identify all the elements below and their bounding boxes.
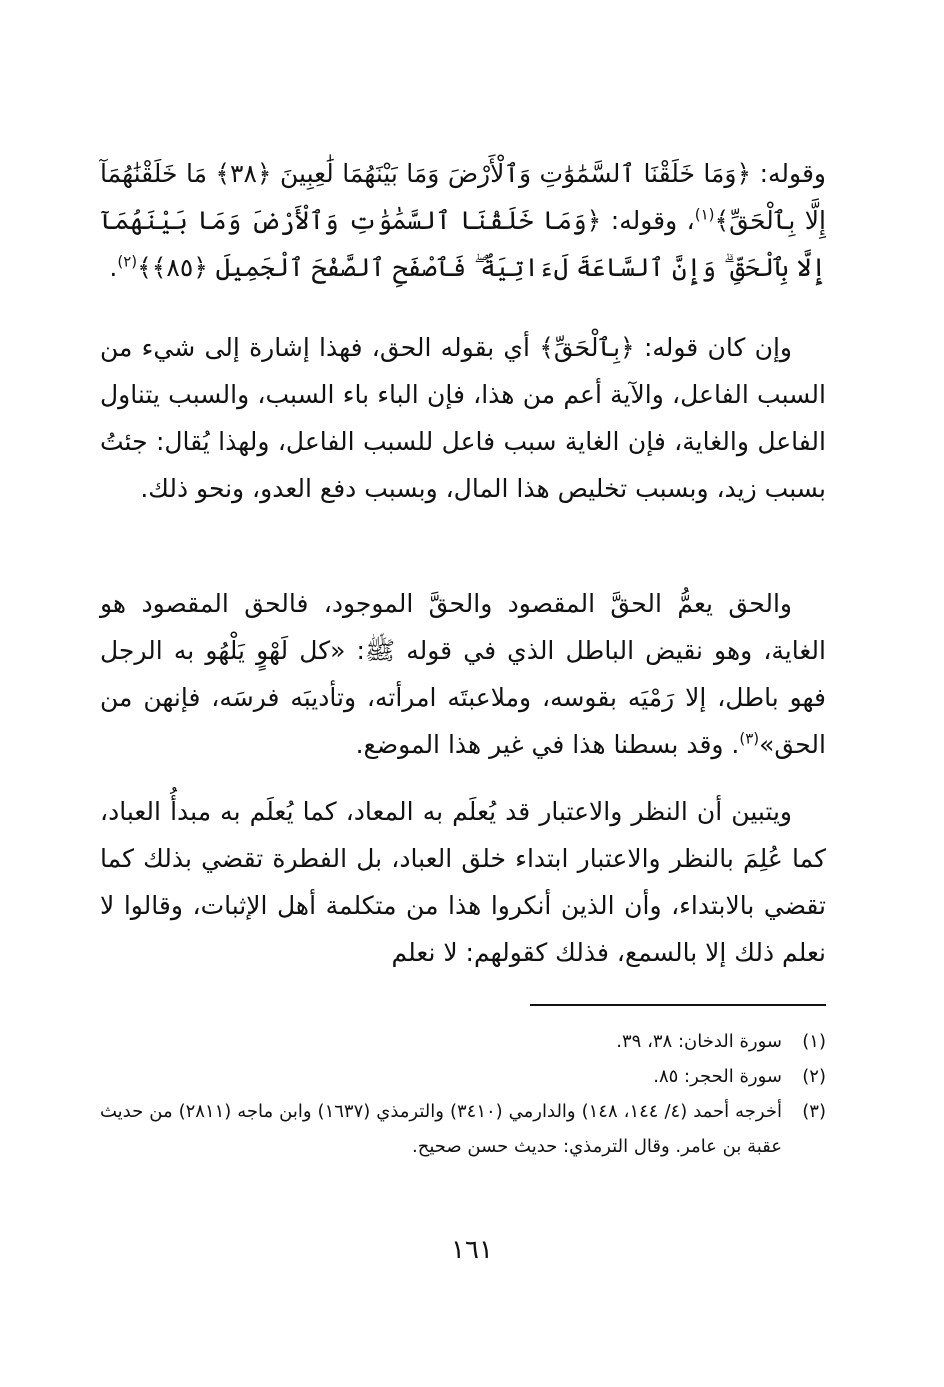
footnotes bbox=[100, 1024, 826, 1164]
footnote-text: سورة الحجر: ٨٥. bbox=[653, 1066, 782, 1087]
footnote-ref-2: (٢) bbox=[117, 252, 138, 271]
paragraph-1 bbox=[100, 150, 826, 291]
paragraph-2-text: أي بقوله الحق، فهذا إشارة إلى شيء من السبب الفاعل، والآية أعم من هذا، فإن الباء باء السبب، والسبب يتناول الفاعل والغاية، فإن الغاية سبب فاعل للسبب الفاعل، ولهذا يُقال: جئتُ بسبب زيد، وبسبب تخليص هذا المال، وبسبب دفع العدو، ونحو ذلك. bbox=[100, 333, 826, 503]
footnote-text: سورة الدخان: ٣٨، ٣٩. bbox=[616, 1031, 782, 1052]
paragraph-3-text: والحق يعمُّ الحقَّ المقصود والحقَّ الموجود، فالحق المقصود هو الغاية، وهو نقيض الباطل الذي في قوله ﷺ: «كل لَهْوٍ يَلْهُو به الرجل فهو باطل، إلا رَمْيَه بقوسه، وملاعبتَه امرأته، وتأديبَه فرسَه، فإنهن من الحق» bbox=[100, 589, 826, 759]
paragraph-3-text: . وقد بسطنا هذا في غير هذا الموضع. bbox=[355, 730, 740, 759]
quran-verse-dukhan: ﴿وَمَا خَلَقْنَا ٱلسَّمَٰوَٰتِ وَٱلْأَرْضَ وَمَا بَيْنَهُمَا لَٰعِبِينَ ﴿٣٨﴾ مَا خَلَقْنَٰهُمَآ إِلَّا بِٱلْحَقِّ﴾ bbox=[100, 159, 826, 235]
paragraph-3 bbox=[100, 580, 826, 768]
footnote-ref-1: (١) bbox=[694, 205, 715, 224]
paragraph-1-text: وقوله: bbox=[751, 159, 826, 188]
page-number: ١٦١ bbox=[451, 1235, 493, 1265]
paragraph-4 bbox=[100, 788, 826, 976]
footnote-number: (٣) bbox=[802, 1101, 826, 1122]
footnote-number: (١) bbox=[802, 1031, 826, 1052]
footnote-number: (٢) bbox=[802, 1066, 826, 1087]
footnote-3 bbox=[100, 1094, 826, 1164]
quran-word-bilhaqq: ﴿بِٱلْحَقِّ﴾ bbox=[539, 333, 635, 362]
quran-verse-hijr: ﴿وَمَا خَلَقْنَا ٱلسَّمَٰوَٰتِ وَٱلْأَرْضَ وَمَا بَيْنَهُمَآ إِلَّا بِٱلْحَقِّ ۗ وَإِنَّ ٱلسَّاعَةَ لَءَاتِيَةٌ ۖ فَٱصْفَحِ ٱلصَّفْحَ ٱلْجَمِيلَ ﴿٨٥﴾﴾ bbox=[100, 206, 826, 282]
footnote-divider bbox=[530, 1004, 826, 1006]
footnote-ref-3: (٣) bbox=[739, 729, 760, 748]
paragraph-1-text: . bbox=[109, 253, 118, 282]
paragraph-1-text: ، وقوله: bbox=[601, 206, 695, 235]
paragraph-4-text: ويتبين أن النظر والاعتبار قد يُعلَم به المعاد، كما يُعلَم به مبدأُ العباد، كما عُلِمَ بالنظر والاعتبار ابتداء خلق العباد، بل الفطرة تقضي بذلك كما تقضي بالابتداء، وأن الذين أنكروا هذا من متكلمة أهل الإثبات، وقالوا لا نعلم ذلك إلا بالسمع، فذلك كقولهم: لا نعلم bbox=[100, 797, 826, 967]
footnote-2 bbox=[100, 1059, 826, 1094]
footnote-1 bbox=[100, 1024, 826, 1059]
paragraph-2 bbox=[100, 324, 826, 512]
paragraph-2-text: وإن كان قوله: bbox=[634, 333, 792, 362]
footnote-text: أخرجه أحمد (٤/ ١٤٤، ١٤٨) والدارمي (٣٤١٠) والترمذي (١٦٣٧) وابن ماجه (٢٨١١) من حديث عقبة بن عامر. وقال الترمذي: حديث حسن صحيح. bbox=[100, 1101, 782, 1157]
